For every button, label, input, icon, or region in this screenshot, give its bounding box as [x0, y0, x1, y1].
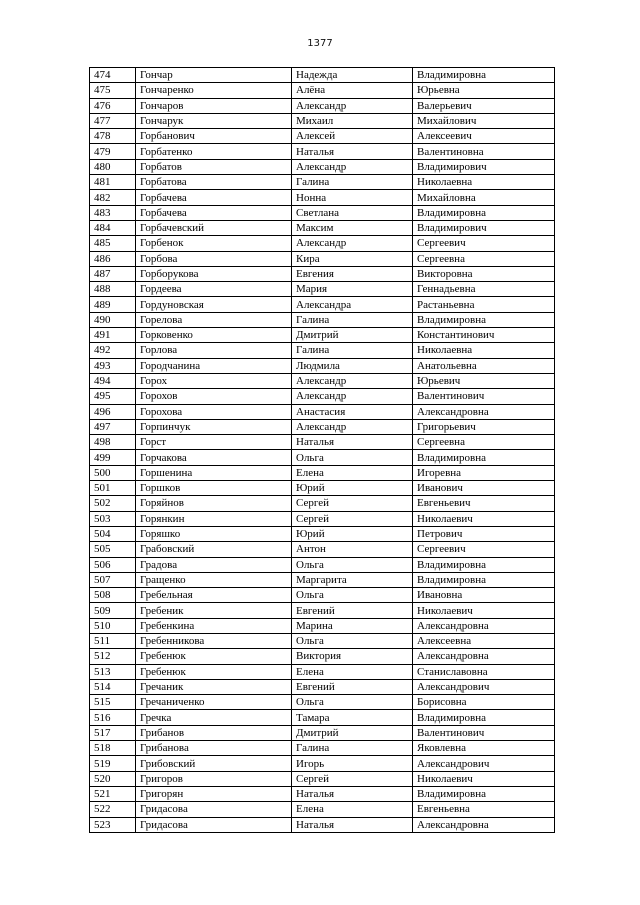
- row-number-cell: 517: [90, 725, 136, 740]
- last-name-cell: Гридасова: [136, 802, 292, 817]
- patronymic-cell: Анатольевна: [413, 358, 555, 373]
- table-row: [90, 205, 555, 220]
- table-row: [90, 404, 555, 419]
- table-row: [90, 343, 555, 358]
- row-number-cell: 502: [90, 496, 136, 511]
- last-name-cell: Горбатов: [136, 159, 292, 174]
- first-name-cell: Галина: [292, 175, 413, 190]
- patronymic-cell: Николаевна: [413, 343, 555, 358]
- first-name-cell: Дмитрий: [292, 725, 413, 740]
- table-row: [90, 373, 555, 388]
- first-name-cell: Алексей: [292, 129, 413, 144]
- row-number-cell: 495: [90, 389, 136, 404]
- last-name-cell: Грибанова: [136, 741, 292, 756]
- first-name-cell: Александр: [292, 419, 413, 434]
- page-number: 1377: [307, 38, 333, 49]
- patronymic-cell: Юрьевич: [413, 373, 555, 388]
- first-name-cell: Надежда: [292, 68, 413, 83]
- table-row: [90, 603, 555, 618]
- table-row: [90, 312, 555, 327]
- row-number-cell: 509: [90, 603, 136, 618]
- row-number-cell: 485: [90, 236, 136, 251]
- names-table-body: [90, 68, 555, 833]
- first-name-cell: Дмитрий: [292, 328, 413, 343]
- table-row: [90, 144, 555, 159]
- last-name-cell: Горбачева: [136, 205, 292, 220]
- last-name-cell: Горбачева: [136, 190, 292, 205]
- row-number-cell: 496: [90, 404, 136, 419]
- first-name-cell: Тамара: [292, 710, 413, 725]
- row-number-cell: 507: [90, 572, 136, 587]
- table-row: [90, 710, 555, 725]
- first-name-cell: Ольга: [292, 633, 413, 648]
- row-number-cell: 497: [90, 419, 136, 434]
- last-name-cell: Горохова: [136, 404, 292, 419]
- last-name-cell: Гребенюк: [136, 649, 292, 664]
- table-row: [90, 236, 555, 251]
- patronymic-cell: Михайлович: [413, 113, 555, 128]
- last-name-cell: Григорян: [136, 786, 292, 801]
- table-row: [90, 526, 555, 541]
- row-number-cell: 487: [90, 266, 136, 281]
- table-row: [90, 679, 555, 694]
- first-name-cell: Анастасия: [292, 404, 413, 419]
- last-name-cell: Градова: [136, 557, 292, 572]
- table-row: [90, 633, 555, 648]
- patronymic-cell: Владимировна: [413, 572, 555, 587]
- patronymic-cell: Евгеньевич: [413, 496, 555, 511]
- first-name-cell: Елена: [292, 802, 413, 817]
- row-number-cell: 516: [90, 710, 136, 725]
- last-name-cell: Горохов: [136, 389, 292, 404]
- last-name-cell: Горяйнов: [136, 496, 292, 511]
- table-row: [90, 435, 555, 450]
- names-table: [89, 67, 555, 833]
- last-name-cell: Гончаров: [136, 98, 292, 113]
- patronymic-cell: Владимировна: [413, 710, 555, 725]
- first-name-cell: Юрий: [292, 526, 413, 541]
- row-number-cell: 493: [90, 358, 136, 373]
- row-number-cell: 486: [90, 251, 136, 266]
- row-number-cell: 523: [90, 817, 136, 832]
- last-name-cell: Горшенина: [136, 465, 292, 480]
- table-row: [90, 465, 555, 480]
- row-number-cell: 521: [90, 786, 136, 801]
- patronymic-cell: Алексеевна: [413, 633, 555, 648]
- table-row: [90, 328, 555, 343]
- last-name-cell: Григоров: [136, 771, 292, 786]
- patronymic-cell: Владимировна: [413, 312, 555, 327]
- table-row: [90, 588, 555, 603]
- first-name-cell: Александра: [292, 297, 413, 312]
- last-name-cell: Грибанов: [136, 725, 292, 740]
- patronymic-cell: Александровна: [413, 404, 555, 419]
- table-row: [90, 496, 555, 511]
- row-number-cell: 494: [90, 373, 136, 388]
- first-name-cell: Ольга: [292, 588, 413, 603]
- last-name-cell: Гребенникова: [136, 633, 292, 648]
- patronymic-cell: Иванович: [413, 481, 555, 496]
- first-name-cell: Евгений: [292, 603, 413, 618]
- patronymic-cell: Владимировна: [413, 205, 555, 220]
- table-row: [90, 557, 555, 572]
- patronymic-cell: Ивановна: [413, 588, 555, 603]
- last-name-cell: Горелова: [136, 312, 292, 327]
- first-name-cell: Кира: [292, 251, 413, 266]
- last-name-cell: Горох: [136, 373, 292, 388]
- last-name-cell: Горбатова: [136, 175, 292, 190]
- patronymic-cell: Яковлевна: [413, 741, 555, 756]
- row-number-cell: 489: [90, 297, 136, 312]
- last-name-cell: Горянкин: [136, 511, 292, 526]
- first-name-cell: Алёна: [292, 83, 413, 98]
- patronymic-cell: Николаевич: [413, 771, 555, 786]
- row-number-cell: 474: [90, 68, 136, 83]
- first-name-cell: Ольга: [292, 450, 413, 465]
- patronymic-cell: Сергеевна: [413, 435, 555, 450]
- first-name-cell: Александр: [292, 236, 413, 251]
- last-name-cell: Гребеник: [136, 603, 292, 618]
- first-name-cell: Людмила: [292, 358, 413, 373]
- row-number-cell: 498: [90, 435, 136, 450]
- first-name-cell: Мария: [292, 282, 413, 297]
- table-row: [90, 817, 555, 832]
- first-name-cell: Максим: [292, 220, 413, 235]
- last-name-cell: Городчанина: [136, 358, 292, 373]
- last-name-cell: Горбатенко: [136, 144, 292, 159]
- row-number-cell: 511: [90, 633, 136, 648]
- first-name-cell: Игорь: [292, 756, 413, 771]
- patronymic-cell: Николаевна: [413, 175, 555, 190]
- row-number-cell: 479: [90, 144, 136, 159]
- patronymic-cell: Алексеевич: [413, 129, 555, 144]
- table-row: [90, 542, 555, 557]
- table-row: [90, 129, 555, 144]
- last-name-cell: Гончарук: [136, 113, 292, 128]
- patronymic-cell: Борисовна: [413, 695, 555, 710]
- patronymic-cell: Николаевич: [413, 603, 555, 618]
- table-row: [90, 282, 555, 297]
- row-number-cell: 481: [90, 175, 136, 190]
- last-name-cell: Грабовский: [136, 542, 292, 557]
- table-row: [90, 649, 555, 664]
- first-name-cell: Наталья: [292, 435, 413, 450]
- row-number-cell: 522: [90, 802, 136, 817]
- table-row: [90, 802, 555, 817]
- table-row: [90, 251, 555, 266]
- first-name-cell: Антон: [292, 542, 413, 557]
- first-name-cell: Виктория: [292, 649, 413, 664]
- table-row: [90, 358, 555, 373]
- row-number-cell: 505: [90, 542, 136, 557]
- row-number-cell: 482: [90, 190, 136, 205]
- row-number-cell: 488: [90, 282, 136, 297]
- row-number-cell: 491: [90, 328, 136, 343]
- first-name-cell: Наталья: [292, 817, 413, 832]
- last-name-cell: Гращенко: [136, 572, 292, 587]
- row-number-cell: 492: [90, 343, 136, 358]
- last-name-cell: Гридасова: [136, 817, 292, 832]
- first-name-cell: Маргарита: [292, 572, 413, 587]
- table-row: [90, 83, 555, 98]
- last-name-cell: Гребенюк: [136, 664, 292, 679]
- row-number-cell: 499: [90, 450, 136, 465]
- row-number-cell: 506: [90, 557, 136, 572]
- patronymic-cell: Геннадьевна: [413, 282, 555, 297]
- first-name-cell: Галина: [292, 741, 413, 756]
- patronymic-cell: Валентинович: [413, 389, 555, 404]
- table-row: [90, 190, 555, 205]
- table-row: [90, 98, 555, 113]
- patronymic-cell: Растаньевна: [413, 297, 555, 312]
- table-row: [90, 481, 555, 496]
- first-name-cell: Светлана: [292, 205, 413, 220]
- patronymic-cell: Викторовна: [413, 266, 555, 281]
- table-row: [90, 618, 555, 633]
- row-number-cell: 518: [90, 741, 136, 756]
- last-name-cell: Грибовский: [136, 756, 292, 771]
- last-name-cell: Гребельная: [136, 588, 292, 603]
- first-name-cell: Сергей: [292, 511, 413, 526]
- first-name-cell: Евгений: [292, 679, 413, 694]
- first-name-cell: Александр: [292, 389, 413, 404]
- last-name-cell: Горст: [136, 435, 292, 450]
- table-row: [90, 175, 555, 190]
- patronymic-cell: Владимирович: [413, 159, 555, 174]
- row-number-cell: 500: [90, 465, 136, 480]
- first-name-cell: Александр: [292, 98, 413, 113]
- first-name-cell: Александр: [292, 159, 413, 174]
- patronymic-cell: Валентинович: [413, 725, 555, 740]
- last-name-cell: Гончар: [136, 68, 292, 83]
- row-number-cell: 480: [90, 159, 136, 174]
- first-name-cell: Галина: [292, 343, 413, 358]
- first-name-cell: Юрий: [292, 481, 413, 496]
- row-number-cell: 512: [90, 649, 136, 664]
- row-number-cell: 519: [90, 756, 136, 771]
- last-name-cell: Горпинчук: [136, 419, 292, 434]
- last-name-cell: Горяшко: [136, 526, 292, 541]
- table-row: [90, 389, 555, 404]
- last-name-cell: Гордеева: [136, 282, 292, 297]
- table-row: [90, 756, 555, 771]
- first-name-cell: Елена: [292, 664, 413, 679]
- row-number-cell: 478: [90, 129, 136, 144]
- patronymic-cell: Валентиновна: [413, 144, 555, 159]
- last-name-cell: Гончаренко: [136, 83, 292, 98]
- last-name-cell: Горшков: [136, 481, 292, 496]
- patronymic-cell: Владимировна: [413, 557, 555, 572]
- patronymic-cell: Григорьевич: [413, 419, 555, 434]
- first-name-cell: Сергей: [292, 771, 413, 786]
- row-number-cell: 501: [90, 481, 136, 496]
- row-number-cell: 483: [90, 205, 136, 220]
- patronymic-cell: Александровна: [413, 649, 555, 664]
- patronymic-cell: Юрьевна: [413, 83, 555, 98]
- row-number-cell: 503: [90, 511, 136, 526]
- last-name-cell: Горбова: [136, 251, 292, 266]
- row-number-cell: 510: [90, 618, 136, 633]
- row-number-cell: 520: [90, 771, 136, 786]
- patronymic-cell: Владимировна: [413, 786, 555, 801]
- row-number-cell: 490: [90, 312, 136, 327]
- patronymic-cell: Станиславовна: [413, 664, 555, 679]
- table-row: [90, 572, 555, 587]
- row-number-cell: 515: [90, 695, 136, 710]
- patronymic-cell: Владимировна: [413, 450, 555, 465]
- patronymic-cell: Александрович: [413, 756, 555, 771]
- patronymic-cell: Александровна: [413, 618, 555, 633]
- row-number-cell: 475: [90, 83, 136, 98]
- last-name-cell: Гречка: [136, 710, 292, 725]
- last-name-cell: Гречаниченко: [136, 695, 292, 710]
- patronymic-cell: Игоревна: [413, 465, 555, 480]
- first-name-cell: Михаил: [292, 113, 413, 128]
- row-number-cell: 484: [90, 220, 136, 235]
- table-row: [90, 68, 555, 83]
- patronymic-cell: Александрович: [413, 679, 555, 694]
- first-name-cell: Сергей: [292, 496, 413, 511]
- table-row: [90, 297, 555, 312]
- table-row: [90, 159, 555, 174]
- table-row: [90, 741, 555, 756]
- row-number-cell: 476: [90, 98, 136, 113]
- patronymic-cell: Петрович: [413, 526, 555, 541]
- row-number-cell: 504: [90, 526, 136, 541]
- patronymic-cell: Владимировна: [413, 68, 555, 83]
- patronymic-cell: Евгеньевна: [413, 802, 555, 817]
- first-name-cell: Александр: [292, 373, 413, 388]
- first-name-cell: Нонна: [292, 190, 413, 205]
- last-name-cell: Гречаник: [136, 679, 292, 694]
- patronymic-cell: Александровна: [413, 817, 555, 832]
- table-row: [90, 450, 555, 465]
- first-name-cell: Ольга: [292, 557, 413, 572]
- last-name-cell: Горбанович: [136, 129, 292, 144]
- last-name-cell: Горборукова: [136, 266, 292, 281]
- first-name-cell: Наталья: [292, 144, 413, 159]
- table-row: [90, 695, 555, 710]
- last-name-cell: Горчакова: [136, 450, 292, 465]
- table-row: [90, 664, 555, 679]
- table-row: [90, 771, 555, 786]
- last-name-cell: Горлова: [136, 343, 292, 358]
- row-number-cell: 477: [90, 113, 136, 128]
- table-row: [90, 419, 555, 434]
- first-name-cell: Марина: [292, 618, 413, 633]
- first-name-cell: Галина: [292, 312, 413, 327]
- table-row: [90, 113, 555, 128]
- last-name-cell: Горковенко: [136, 328, 292, 343]
- row-number-cell: 514: [90, 679, 136, 694]
- table-row: [90, 220, 555, 235]
- table-row: [90, 725, 555, 740]
- patronymic-cell: Константинович: [413, 328, 555, 343]
- last-name-cell: Гребенкина: [136, 618, 292, 633]
- table-row: [90, 266, 555, 281]
- last-name-cell: Горбенок: [136, 236, 292, 251]
- last-name-cell: Гордуновская: [136, 297, 292, 312]
- patronymic-cell: Владимирович: [413, 220, 555, 235]
- patronymic-cell: Сергеевич: [413, 236, 555, 251]
- patronymic-cell: Михайловна: [413, 190, 555, 205]
- patronymic-cell: Сергеевич: [413, 542, 555, 557]
- first-name-cell: Наталья: [292, 786, 413, 801]
- patronymic-cell: Валерьевич: [413, 98, 555, 113]
- patronymic-cell: Сергеевна: [413, 251, 555, 266]
- table-row: [90, 511, 555, 526]
- first-name-cell: Евгения: [292, 266, 413, 281]
- first-name-cell: Ольга: [292, 695, 413, 710]
- first-name-cell: Елена: [292, 465, 413, 480]
- patronymic-cell: Николаевич: [413, 511, 555, 526]
- row-number-cell: 513: [90, 664, 136, 679]
- last-name-cell: Горбачевский: [136, 220, 292, 235]
- row-number-cell: 508: [90, 588, 136, 603]
- table-row: [90, 786, 555, 801]
